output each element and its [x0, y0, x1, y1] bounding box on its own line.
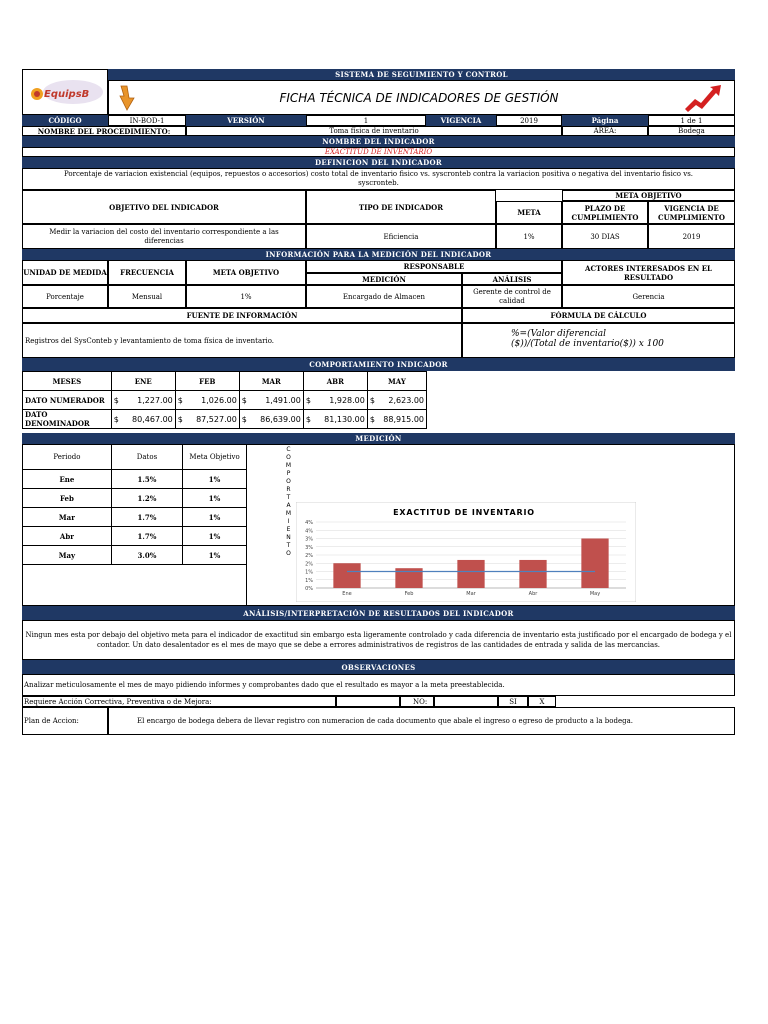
currency-sign: $	[113, 414, 119, 424]
no-label: NO:	[400, 696, 434, 707]
currency-sign: $	[305, 414, 311, 424]
meta-header: Meta Objetivo	[183, 445, 247, 470]
medicion-periodo: Ene	[23, 470, 112, 489]
medicion-row	[23, 527, 247, 546]
medicion-periodo: Feb	[23, 489, 112, 508]
chart-ytick-label: 4%	[305, 528, 313, 535]
unidad-label: UNIDAD DE MEDIDA	[22, 260, 108, 285]
meta-objetivo-label-2: META OBJETIVO	[186, 260, 306, 285]
version-label: VERSIÓN	[227, 116, 265, 125]
chart-ytick-label: 0%	[305, 586, 313, 592]
actores-value: Gerencia	[562, 285, 735, 308]
logo-text: EquipsB	[44, 89, 90, 100]
behavior-table	[22, 371, 427, 429]
numerador-cell	[175, 391, 239, 410]
chart-xtick-label: May	[589, 591, 601, 597]
medicion-datos: 1.7%	[111, 508, 182, 527]
currency-sign: $	[241, 414, 247, 424]
chart-xtick-label: Feb	[404, 591, 414, 597]
vigencia-cumplimiento-value: 2019	[648, 224, 735, 249]
medicion-meta: 1%	[183, 508, 247, 527]
medicion-periodo: Abr	[23, 527, 112, 546]
chart-xtick-label: Abr	[528, 591, 538, 597]
denominador-row	[23, 410, 427, 429]
analisis-resp-value: Gerente de control de calidad	[462, 285, 562, 308]
denominador-cell	[111, 410, 175, 429]
fuente-value: Registros del SysConteb y levantamiento de toma física de inventario.	[22, 323, 462, 358]
numerador-label: DATO NUMERADOR	[23, 391, 112, 410]
currency-sign: $	[369, 395, 375, 405]
numerador-row	[23, 391, 427, 410]
requires-blank	[336, 696, 400, 707]
logo-cell	[22, 69, 108, 115]
actores-label: ACTORES INTERESADOS EN EL RESULTADO	[562, 260, 735, 285]
currency-sign: $	[177, 395, 183, 405]
plan-text: El encargo de bodega debera de llevar registro con numeracion de cada documento que abale el ingreso o egreso de producto a la bodega.	[108, 707, 735, 735]
formula-line2: ($))/(Total de inventario($)) x 100	[511, 339, 664, 349]
numerador-cell	[367, 391, 426, 410]
chart-xtick-label: Mar	[466, 591, 476, 597]
month-feb: FEB	[175, 372, 239, 391]
codigo-label: CÓDIGO	[48, 116, 82, 125]
denominador-cell	[239, 410, 303, 429]
chart-ytick-label: 1%	[305, 569, 313, 576]
currency-sign: $	[305, 395, 311, 405]
periodo-header: Periodo	[23, 445, 112, 470]
meta-objetivo-label: META OBJETIVO	[562, 190, 735, 201]
arrow-down-icon	[117, 84, 139, 112]
plan-label: Plan de Accion:	[22, 707, 108, 735]
responsable-label: RESPONSABLE	[306, 260, 562, 273]
measurement-info-label: INFORMACIÓN PARA LA MEDICIÓN DEL INDICADOR	[22, 249, 735, 260]
denominador-value: 81,130.00	[324, 414, 365, 424]
medicion-divider	[246, 444, 247, 606]
medicion-label: MEDICIÓN	[22, 433, 735, 444]
version-value: 1	[306, 115, 426, 126]
chart-bar	[519, 560, 546, 588]
formula-label: FÓRMULA DE CÁLCULO	[462, 308, 735, 323]
meta-label: META	[496, 201, 562, 224]
tipo-value: Eficiencia	[306, 224, 496, 249]
indicator-name-value: EXACTITUD DE INVENTARIO	[22, 147, 735, 157]
denominador-cell	[367, 410, 426, 429]
meta-value: 1%	[496, 224, 562, 249]
title-cell	[108, 80, 735, 115]
unidad-value: Porcentaje	[22, 285, 108, 308]
vigencia-label: VIGENCIA	[440, 116, 482, 125]
codigo-value: IN-BOD-1	[108, 115, 186, 126]
fuente-label: FUENTE DE INFORMACIÓN	[22, 308, 462, 323]
si-checkbox[interactable]: X	[528, 696, 556, 707]
observations-label: OBSERVACIONES	[22, 660, 735, 674]
definition-label: DEFINICION DEL INDICADOR	[22, 157, 735, 168]
numerador-cell	[239, 391, 303, 410]
procedure-value: Toma física de inventario	[186, 126, 562, 136]
numerador-value: 1,491.00	[265, 395, 301, 405]
pagina-value: 1 de 1	[648, 115, 735, 126]
no-checkbox[interactable]	[434, 696, 498, 707]
objetivo-label: OBJETIVO DEL INDICADOR	[22, 190, 306, 224]
chart-ytick-label: 1%	[305, 577, 313, 584]
currency-sign: $	[113, 395, 119, 405]
pagina-label: Página	[591, 116, 619, 125]
medicion-datos: 3.0%	[111, 546, 182, 565]
medicion-meta: 1%	[183, 527, 247, 546]
chart-bar	[333, 563, 360, 588]
month-ene: ENE	[111, 372, 175, 391]
arrow-up-trend-icon	[683, 83, 727, 113]
objetivo-value: Medir la variacion del costo del inventario correspondiente a las diferencias	[22, 224, 306, 249]
medicion-resp-value: Encargado de Almacen	[306, 285, 462, 308]
chart-ytick-label: 2%	[305, 553, 313, 559]
months-row	[23, 372, 427, 391]
chart-ytick-label: 2%	[305, 561, 313, 568]
denominador-cell	[303, 410, 367, 429]
comportamiento-vertical-label: COMPORTAMIENTO	[285, 446, 292, 558]
datos-header: Datos	[111, 445, 182, 470]
system-title: SISTEMA DE SEGUIMIENTO Y CONTROL	[108, 69, 735, 80]
denominador-label: DATO DENOMINADOR	[23, 410, 112, 429]
currency-sign: $	[369, 414, 375, 424]
meta-value-2: 1%	[186, 285, 306, 308]
medicion-meta: 1%	[183, 546, 247, 565]
vigencia-cumplimiento-label: VIGENCIA DE CUMPLIMIENTO	[648, 201, 735, 224]
procedure-label: NOMBRE DEL PROCEDIMIENTO:	[22, 126, 186, 136]
denominador-value: 87,527.00	[196, 414, 237, 424]
definition-text: Porcentaje de variacion existencial (equipos, repuestos o accesorios) costo total de inventario fisico vs. syscronteb contra la variacion positiva o negativa del inventario fisico vs. syscronteb.	[22, 168, 735, 190]
chart-ytick-label: 3%	[305, 544, 313, 551]
denominador-value: 86,639.00	[260, 414, 301, 424]
logo-icon	[29, 78, 103, 106]
denominador-value: 80,467.00	[132, 414, 173, 424]
medicion-periodo: Mar	[23, 508, 112, 527]
frecuencia-label: FRECUENCIA	[108, 260, 186, 285]
chart	[296, 502, 636, 602]
medicion-row	[23, 470, 247, 489]
numerador-cell	[303, 391, 367, 410]
medicion-row	[23, 546, 247, 565]
month-may: MAY	[367, 372, 426, 391]
months-label: MESES	[23, 372, 112, 391]
currency-sign: $	[241, 395, 247, 405]
chart-title: EXACTITUD DE INVENTARIO	[393, 508, 535, 517]
medicion-datos: 1.5%	[111, 470, 182, 489]
numerador-value: 1,928.00	[329, 395, 365, 405]
observations-text: Analizar meticulosamente el mes de mayo pidiendo informes y comprobantes dado que el resultado es mayor a la meta preestablecida.	[22, 674, 735, 696]
page-title: FICHA TÉCNICA DE INDICADORES DE GESTIÓN	[279, 90, 559, 105]
month-mar: MAR	[239, 372, 303, 391]
area-value: Bodega	[648, 126, 735, 136]
medicion-meta: 1%	[183, 470, 247, 489]
medicion-periodo: May	[23, 546, 112, 565]
si-label: SI	[498, 696, 528, 707]
medicion-resp-label: MEDICIÓN	[306, 273, 462, 285]
analysis-label: ANÁLISIS/INTERPRETACIÓN DE RESULTADOS DEL INDICADOR	[22, 606, 735, 620]
numerador-value: 1,227.00	[137, 395, 173, 405]
currency-sign: $	[177, 414, 183, 424]
medicion-row	[23, 508, 247, 527]
behavior-label: COMPORTAMIENTO INDICADOR	[22, 358, 735, 371]
medicion-datos: 1.7%	[111, 527, 182, 546]
formula-cell	[462, 323, 735, 358]
vigencia-value: 2019	[496, 115, 562, 126]
indicator-name-label: NOMBRE DEL INDICADOR	[22, 136, 735, 147]
chart-ytick-label: 4%	[305, 520, 313, 526]
numerador-cell	[111, 391, 175, 410]
area-label: AREA:	[562, 126, 648, 136]
tipo-label: TIPO DE INDICADOR	[306, 190, 496, 224]
medicion-meta: 1%	[183, 489, 247, 508]
chart-bar	[581, 539, 608, 589]
analisis-resp-label: ANÁLISIS	[462, 273, 562, 285]
medicion-row	[23, 489, 247, 508]
analysis-text: Ningun mes esta por debajo del objetivo meta para el indicador de exactitud sin embargo esta ligeramente controlado y cada diferencia de inventario esta justificado por el encargado de bodega y el contador. Un dato desalentador es el mes de mayo que se debe a errores administrativos de registros de las cantidades de entrada y salida de las mercancias.	[22, 620, 735, 660]
numerador-value: 2,623.00	[388, 395, 424, 405]
month-abr: ABR	[303, 372, 367, 391]
denominador-value: 88,915.00	[383, 414, 424, 424]
numerador-value: 1,026.00	[201, 395, 237, 405]
medicion-table	[22, 444, 247, 565]
frecuencia-value: Mensual	[108, 285, 186, 308]
requires-label: Requiere Acción Correctiva, Preventiva o de Mejora:	[22, 696, 336, 707]
medicion-datos: 1.2%	[111, 489, 182, 508]
chart-ytick-label: 3%	[305, 536, 313, 543]
denominador-cell	[175, 410, 239, 429]
formula-line1: %=(Valor diferencial	[511, 329, 606, 339]
chart-xtick-label: Ene	[342, 591, 352, 597]
plazo-value: 30 DIAS	[562, 224, 648, 249]
plazo-label: PLAZO DE CUMPLIMIENTO	[562, 201, 648, 224]
chart-bar	[457, 560, 484, 588]
